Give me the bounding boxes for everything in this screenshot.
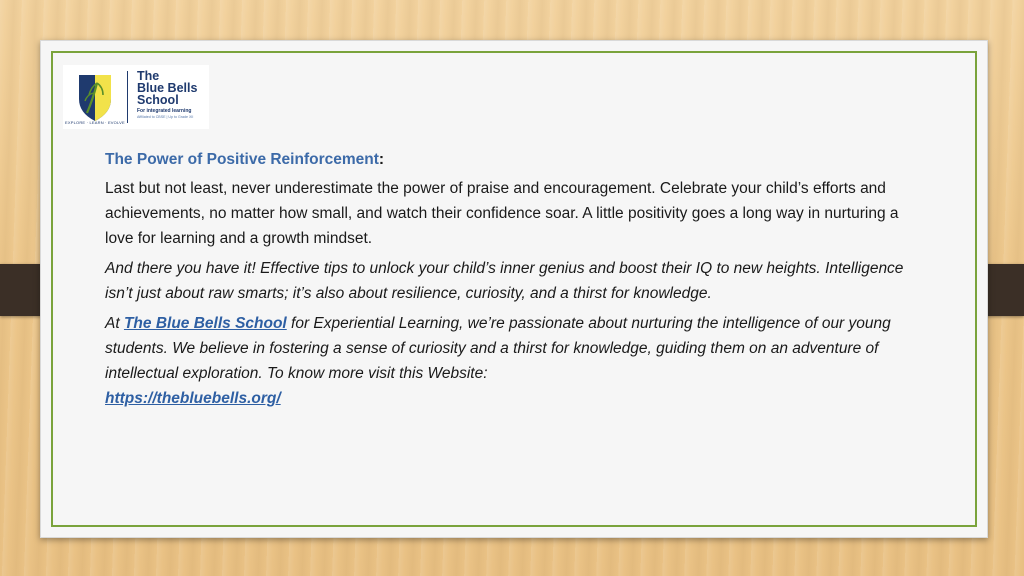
school-crest-icon [67,69,123,125]
slide [40,40,988,538]
section-heading: The Power of Positive Reinforcement [105,151,379,168]
paragraph-school-prefix: At [105,315,124,332]
logo-school-name [137,70,207,106]
logo-divider [127,71,128,123]
school-link[interactable]: The Blue Bells School [123,315,287,332]
logo-name-line2: Blue Bells [137,81,198,95]
heading-colon: : [378,151,385,168]
logo-subtitle: For integrated learning [137,108,192,114]
logo-name-line3: School [137,93,179,107]
paragraph-conclusion: And there you have it! Effective tips to unlock your child’s inner genius and boost their IQ to new heights. Intelligence isn’t just about raw smarts; it’s also about resilience, curiosity, and a thirst for knowledge. [105,260,904,302]
paragraph-school-suffix: for Experiential Learning, we’re passionate about nurturing the intelligence of our young students. We believe in fostering a sense of curiosity and a thirst for knowledge, guiding them on an adventure of intellectual exploration. To know more visit this Website: [105,315,891,382]
logo-affiliation: Affiliated to CBSE | Up to Grade XII [137,115,194,119]
paragraph-positive-reinforcement: Last but not least, never underestimate the power of praise and encouragement. Celebrate your child’s efforts and achievements, no matter how small, and watch their confidence soar. A little positivity goes a long way in nurturing a love for learning and a growth mindset. [105,180,899,247]
website-link[interactable]: https://thebluebells.org/ [105,390,281,407]
school-logo [63,65,209,129]
logo-name-line1: The [137,69,160,83]
section-heading-line [105,147,905,172]
slide-content [105,147,905,411]
paragraph-school-info [105,311,905,411]
logo-tagline: EXPLORE · LEARN · EVOLVE [65,120,125,125]
